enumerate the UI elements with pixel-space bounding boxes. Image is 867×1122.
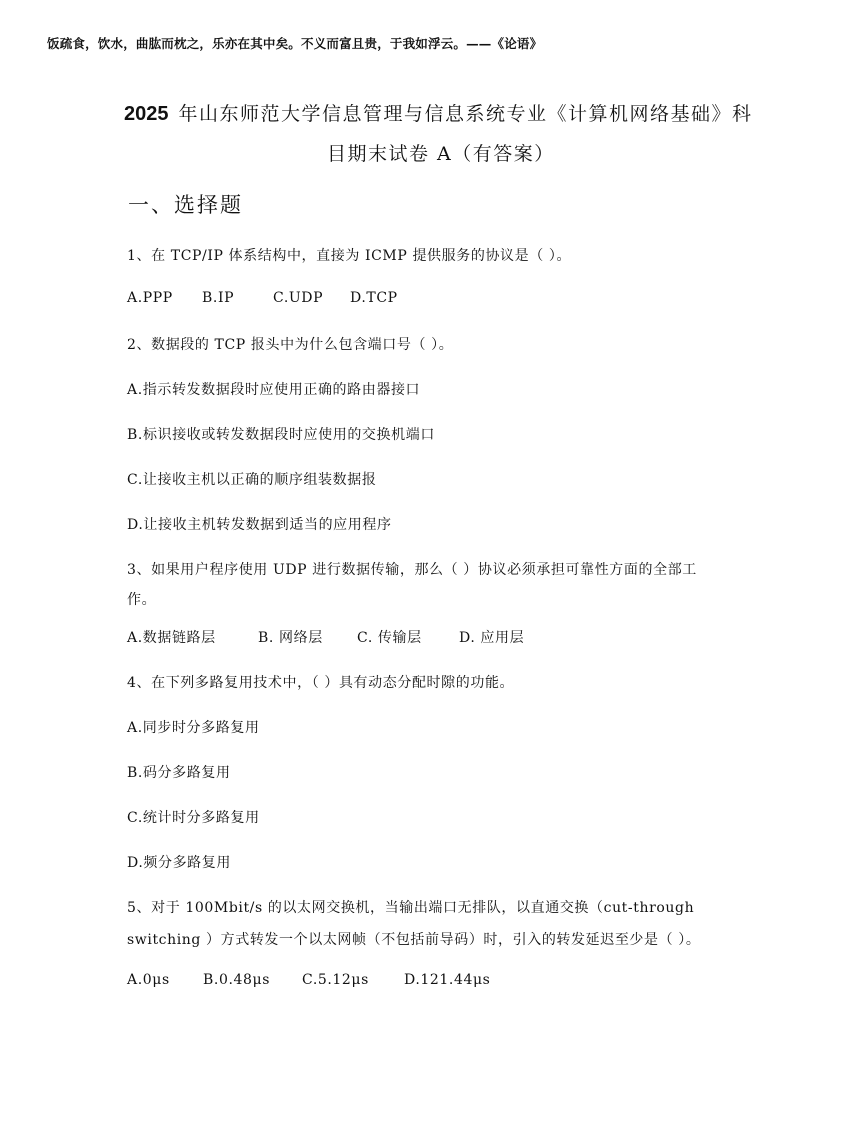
document-title-line2: 目期末试卷 A（有答案） <box>327 143 555 165</box>
option-a: A.PPP <box>127 290 173 306</box>
question-5-stem-cont: switching ）方式转发一个以太网帧（不包括前导码）时，引入的转发延迟至少是（ ）。 <box>127 932 701 948</box>
question-1-options <box>127 290 398 306</box>
option-b: B.0.48μs <box>203 972 270 988</box>
question-4-option-a: A.同步时分多路复用 <box>127 720 260 736</box>
question-4-option-b: B.码分多路复用 <box>127 765 231 781</box>
question-5-stem: 5、对于 100Mbit/s 的以太网交换机，当输出端口无排队，以直通交换（cut-through <box>127 900 695 916</box>
section-heading: 一、选择题 <box>128 193 243 217</box>
question-2-option-c: C.让接收主机以正确的顺序组装数据报 <box>127 472 377 488</box>
option-d: D.TCP <box>350 290 398 306</box>
question-2-option-a: A.指示转发数据段时应使用正确的路由器接口 <box>127 382 421 398</box>
question-4-option-c: C.统计时分多路复用 <box>127 810 260 826</box>
option-c: C. 传输层 <box>357 630 422 646</box>
question-4-option-d: D.频分多路复用 <box>127 855 231 871</box>
header-quote: 饭疏食，饮水，曲肱而枕之，乐亦在其中矣。不义而富且贵，于我如浮云。——《论语》 <box>47 36 543 51</box>
option-c: C.5.12μs <box>302 972 369 988</box>
question-2-stem: 2、数据段的 TCP 报头中为什么包含端口号（ ）。 <box>127 337 454 353</box>
question-1-stem: 1、在 TCP/IP 体系结构中，直接为 ICMP 提供服务的协议是（ ）。 <box>127 248 572 264</box>
question-3-stem: 3、如果用户程序使用 UDP 进行数据传输，那么（ ）协议必须承担可靠性方面的全部工 <box>127 562 697 578</box>
option-d: D. 应用层 <box>459 630 525 646</box>
option-b: B.IP <box>202 290 235 306</box>
option-b: B. 网络层 <box>258 630 323 646</box>
question-3-stem-cont: 作。 <box>127 592 157 608</box>
question-3-options <box>127 627 524 647</box>
title-text-line1: 年山东师范大学信息管理与信息系统专业《计算机网络基础》科 <box>178 103 753 125</box>
option-a: A.0μs <box>127 972 170 988</box>
question-5-options <box>127 972 490 988</box>
question-2-option-d: D.让接收主机转发数据到适当的应用程序 <box>127 517 392 533</box>
document-title-line1 <box>124 99 753 126</box>
option-d: D.121.44μs <box>404 972 491 988</box>
question-2-option-b: B.标识接收或转发数据段时应使用的交换机端口 <box>127 427 435 443</box>
question-4-stem: 4、在下列多路复用技术中，（ ）具有动态分配时隙的功能。 <box>127 675 515 691</box>
option-a: A.数据链路层 <box>127 630 216 646</box>
option-c: C.UDP <box>273 290 324 306</box>
title-year: 2025 <box>124 103 169 125</box>
